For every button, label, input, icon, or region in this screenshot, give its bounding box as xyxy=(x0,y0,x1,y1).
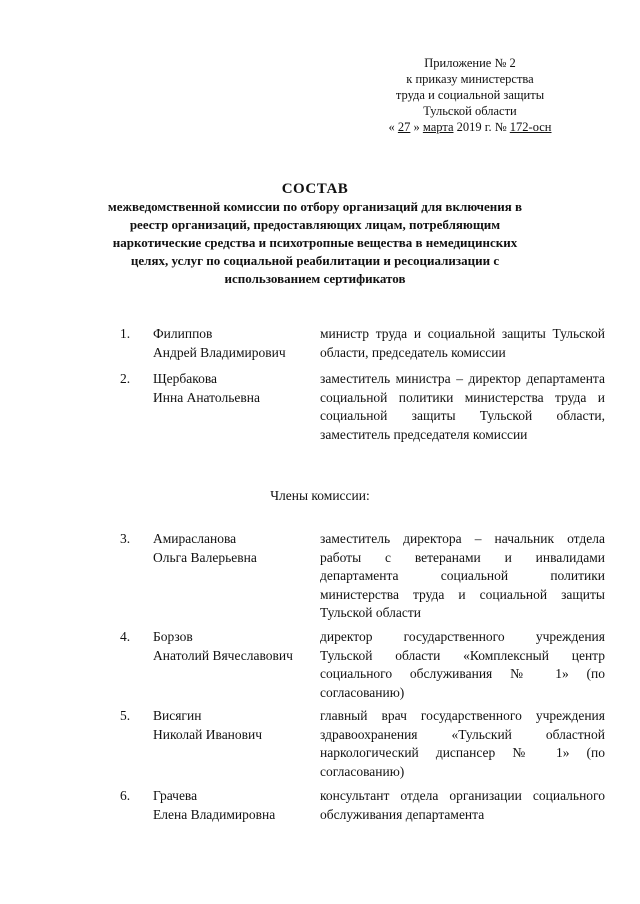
entry-number: 3. xyxy=(120,531,131,546)
document-subtitle: межведомственной комиссии по отбору организаций для включения в реестр организаций, предоставляющих лицам, потребляющим наркотические средства и психотропные вещества в немедицинских целях, услуг по социальной реабилитации и ресоциализации с использованием сертификатов xyxy=(107,199,523,286)
members-heading: Члены комиссии: xyxy=(270,488,370,503)
entry-given-name: Анатолий Вячеславович xyxy=(153,647,293,663)
appendix-line-2: к приказу министерства xyxy=(406,72,534,86)
date-day: 27 xyxy=(397,120,411,134)
entry-given-name: Андрей Владимирович xyxy=(153,344,286,360)
entry-role: заместитель министра – директор департамента социальной политики министерства труда и социальной защиты Тульской области, заместитель председателя комиссии xyxy=(320,371,605,442)
date-close-quote: » xyxy=(413,120,420,134)
entry-number: 6. xyxy=(120,788,131,803)
appendix-line-4: Тульской области xyxy=(423,104,517,118)
entry-name xyxy=(153,787,313,824)
entry-name xyxy=(153,707,313,744)
date-open-quote: « xyxy=(388,120,395,134)
entry-given-name: Ольга Валерьевна xyxy=(153,549,257,565)
appendix-date-line xyxy=(370,119,570,135)
appendix-line-3: труда и социальной защиты xyxy=(395,88,545,102)
document-title: СОСТАВ xyxy=(281,181,349,197)
entry-role: заместитель директора – начальник отдела работы с ветеранами и инвалидами департамента социальной политики министерства труда и социальной защиты Тульской области xyxy=(320,531,605,620)
entry-role: министр труда и социальной защиты Тульской области, председатель комиссии xyxy=(320,326,605,360)
entry-surname: Щербакова xyxy=(153,371,218,386)
entry-number: 2. xyxy=(120,371,131,386)
entry-given-name: Елена Владимировна xyxy=(153,806,276,822)
entry-name xyxy=(153,628,313,665)
entry-number: 1. xyxy=(120,326,131,341)
entry-number: 5. xyxy=(120,708,131,723)
date-year: 2019 г. № xyxy=(456,120,507,134)
entry-name xyxy=(153,530,313,567)
entry-given-name: Инна Анатольевна xyxy=(153,389,260,405)
entry-surname: Филиппов xyxy=(153,326,213,341)
entry-surname: Висягин xyxy=(153,708,202,723)
entry-name xyxy=(153,370,313,407)
entry-surname: Грачева xyxy=(153,788,198,803)
date-month: марта xyxy=(422,120,454,134)
entry-role: директор государственного учреждения Тульской области «Комплексный центр социального обслуживания № 1» (по согласованию) xyxy=(320,629,605,700)
entry-number: 4. xyxy=(120,629,131,644)
entry-name xyxy=(153,325,313,362)
entry-surname: Амирасланова xyxy=(153,531,237,546)
entry-surname: Борзов xyxy=(153,629,193,644)
order-number: 172-осн xyxy=(509,120,552,134)
appendix-line-1: Приложение № 2 xyxy=(424,56,516,70)
entry-given-name: Николай Иванович xyxy=(153,726,263,742)
appendix-block xyxy=(370,55,570,135)
entry-role: консультант отдела организации социального обслуживания департамента xyxy=(320,788,605,822)
entry-role: главный врач государственного учреждения здравоохранения «Тульский областной наркологический диспансер № 1» (по согласованию) xyxy=(320,708,605,779)
